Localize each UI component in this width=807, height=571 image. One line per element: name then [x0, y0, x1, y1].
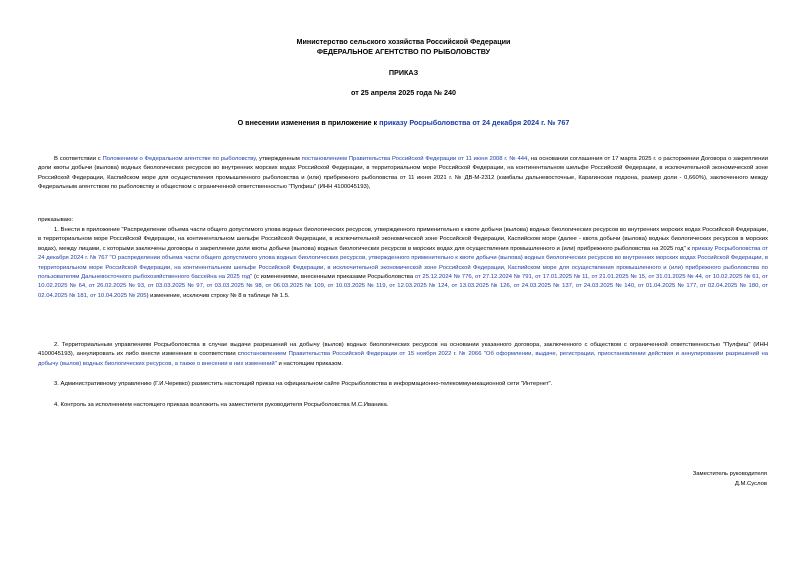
regulation-link[interactable]: Положением о Федеральном агентстве по рыболовству: [102, 156, 256, 162]
document-title: [0, 118, 807, 127]
decree-444-link[interactable]: постановлением Правительства Российской Федерации от 11 июня 2008 г. № 444: [301, 156, 528, 162]
item-1-text-1: 1. Внести в приложение "Распределение объема части общего допустимого улова водных биологических ресурсов, утвержденного применительно к квоте добычи (вылова) водных биологических ресурсов во внутренних морских водах Российской Федерации, в территориальном море Российской Федерации, на континентальном шельфе Российской Федерации, в исключительной экономической зоне Российской Федерации, Каспийском море (далее - квота добычи (вылова) водных биологических ресурсов в морских водах), между лицами, с которыми заключены договоры о закреплении доли квоты добычи (вылова) водных биологических ресурсов в морских водах для осуществления промышленного и (или) прибрежного рыболовства на 2025 год" к: [38, 227, 768, 252]
item-2-paragraph: [38, 341, 768, 369]
preamble-text-2: , утвержденным: [255, 156, 302, 162]
preamble-text-3: , на основании соглашения от 17 марта 2025 г. о расторжении Договора о закреплении доли квоты добычи (вылова) водных биологических ресурсов во внутренних морских водах Российской Федерации, в территориальном море Российской Федерации, на континентальном шельфе Российской Федерации, в исключительной экономической зоне Российской Федерации, Каспийском море для осуществления промышленного рыболовства и (или) прибрежного рыболовства от 11 июня 2021 г. № ДВ-М-2312 (камбалы дальневосточные, Карагинская подзона, размер доли - 0,660%), заключенного между Федеральным агентством по рыболовству и обществом с ограниченной ответственностью "Пулфиш" (ИНН 4100045193),: [38, 156, 769, 191]
title-link[interactable]: приказу Росрыболовства от 24 декабря 2024 г. № 767: [379, 118, 570, 127]
ministry-name: Министерство сельского хозяйства Российской Федерации: [296, 37, 511, 46]
signature-name: Д.М.Суслов: [734, 481, 767, 487]
item-1-text-2: (с изменениями, внесенными приказами Росрыболовства: [252, 274, 415, 281]
amendments-links[interactable]: от 25.12.2024 № 776, от 27.12.2024 № 791, от 17.01.2025 № 11, от 21.01.2025 № 15, от 31.01.2025 № 44, от 10.02.2025 № 61, от 10.02.2025 № 64, от 26.02.2025 № 93, от 03.03.2025 № 97, от 03.03.2025 № 98, от 06.03.2025 № 109, от 10.03.2025 № 119, от 12.03.2025 № 124, от 13.03.2025 № 126, от 24.03.2025 № 137, от 24.03.2025 № 140, от 01.04.2025 № 177, от 02.04.2025 № 180, от 02.04.2025 № 181, от 10.04.2025 № 205: [38, 274, 769, 299]
decree-2066-link[interactable]: постановлением Правительства Российской Федерации от 15 ноября 2022 г. № 2066 "Об оформлении, выдаче, регистрации, приостановлении действия и аннулировании разрешений на добычу (вылов) водных биологических ресурсов, а также о внесении в них изменений": [38, 351, 768, 367]
document-date-number: от 25 апреля 2025 года № 240: [351, 88, 456, 97]
signature-position: Заместитель руководителя: [692, 471, 767, 477]
title-text: О внесении изменения в приложение к: [237, 118, 380, 127]
item-2-text-1: 2. Территориальным управлениям Росрыболовства в случае выдачи разрешений на добычу (вылов) водных биологических ресурсов на основании указанного договора, заключенного с обществом с ограниченной ответственностью "Пулфиш" (ИНН 4100045193), аннулировать их либо внести изменения в соответствии с: [38, 342, 768, 358]
item-2-text-2: и настоящим приказом.: [276, 360, 344, 367]
item-1-paragraph: [38, 226, 768, 301]
order-word: приказываю:: [38, 217, 74, 223]
preamble-text-1: В соответствии с: [54, 156, 103, 162]
item-4-paragraph: 4. Контроль за исполнением настоящего приказа возложить на заместителя руководителя Росрыболовства М.С.Иваника.: [54, 402, 389, 408]
agency-name: ФЕДЕРАЛЬНОЕ АГЕНТСТВО ПО РЫБОЛОВСТВУ: [316, 47, 491, 56]
order-767-link[interactable]: приказу Росрыболовства от 24 декабря 2024 г. № 767 "О распределении объема части общего допустимого улова водных биологических ресурсов, утвержденного применительно к квоте добычи (вылова) водных биологических ресурсов во внутренних морских водах Российской Федерации, в территориальном море Российской Федерации, на континентальном шельфе Российской Федерации, в исключительной экономической зоне Российской Федерации, Каспийском море для осуществления промышленного и (или) прибрежного рыболовства по пользователям Дальневосточного рыбохозяйственного бассейна на 2025 год": [38, 245, 768, 281]
item-3-paragraph: 3. Административному управлению (Г.И.Черевко) разместить настоящий приказ на официальном сайте Росрыболовства в информационно-телекоммуникационной сети "Интернет".: [54, 381, 553, 387]
preamble-paragraph: [38, 155, 768, 193]
item-1-text-3: ) изменение, исключив строку № 8 в таблице № 1.5.: [146, 292, 290, 299]
document-type: ПРИКАЗ: [388, 68, 419, 77]
